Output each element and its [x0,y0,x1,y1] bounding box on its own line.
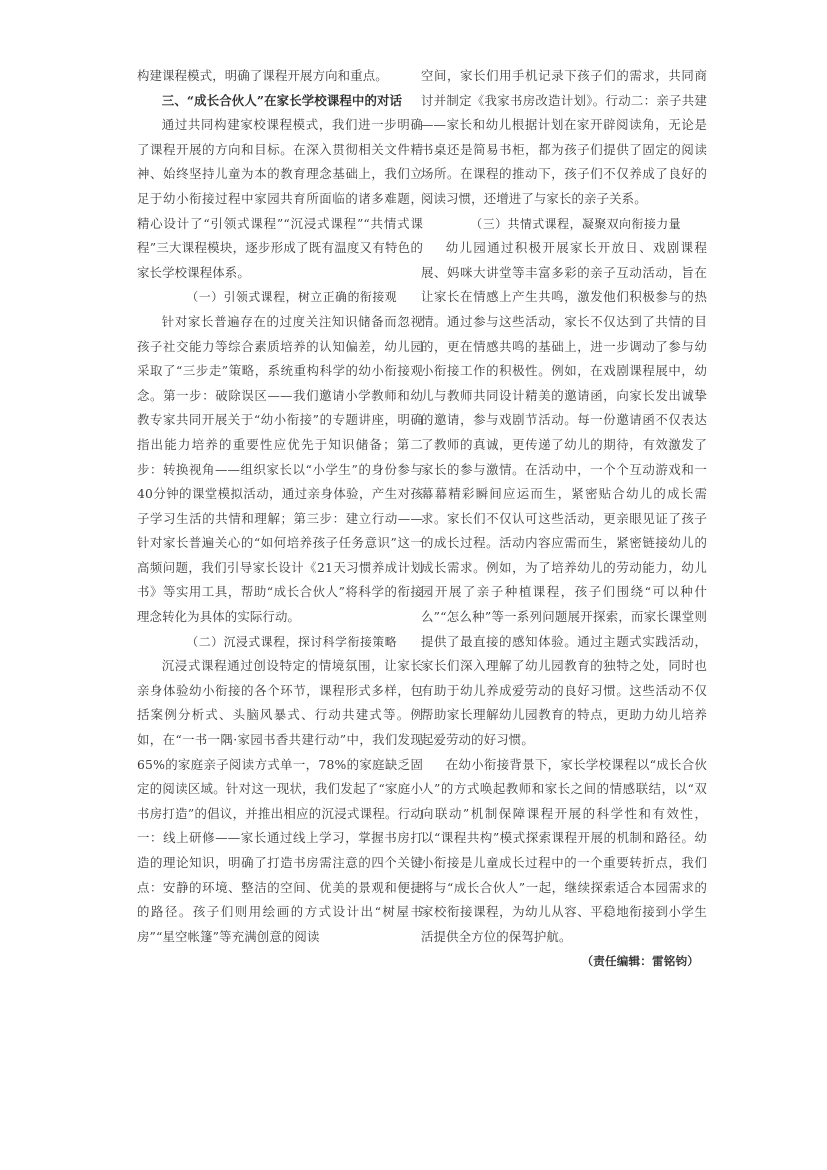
paragraph-overview: 通过共同构建家校课程模式，我们进一步明确了课程开展的方向和目标。在深入贯彻相关文件精神、始终坚持儿童为本的教育理念基础上，我们立足于幼小衔接过程中家园共育所面临的诸多难题，精心设计了“引领式课程”“沉浸式课程”“共情式课程”三大课程模块，逐步形成了既有温度又有特色的家长学校课程体系。 [137,117,423,280]
section-heading: 三、“成长合伙人”在家长学校课程中的对话 [161,92,403,108]
paragraph-immersive-continued: 空间，家长们用手机记录下孩子们的需求，共同商讨并制定《我家书房改造计划》。行动二：亲子共建——家长和幼儿根据计划在家开辟阅读角，无论是书桌还是简易书柜，都为孩子们提供了固定的阅读场所。在课程的推动下，孩子们不仅养成了良好的阅读习惯，还增进了与家长的亲子关系。 [421,68,707,206]
paragraph-empathy-course: 幼儿园通过积极开展家长开放日、戏剧课程展、妈咪大讲堂等丰富多彩的亲子互动活动，旨在让家长在情感上产生共鸣，激发他们积极参与的热情。通过参与这些活动，家长不仅达到了共情的目的，更在情感共鸣的基础上，进一步调动了参与幼小衔接工作的积极性。例如，在戏剧课程展中，幼儿与教师共同设计精美的邀请函，向家长发出诚挚的邀请，参与戏剧节活动。每一份邀请函不仅表达了教师的真诚，更传递了幼儿的期待，有效激发了家长的参与激情。在活动中，一个个互动游戏和一幕幕精彩瞬间应运而生，紧密贴合幼儿的成长需求。家长们不仅认可这些活动，更亲眼见证了孩子的成长过程。活动内容应需而生，紧密链接幼儿的成长需求。例如，为了培养幼儿的劳动能力，幼儿园开展了亲子种植课程，孩子们围绕“可以种什么”“怎么种”等一系列问题展开探索，而家长课堂则提供了最直接的感知体验。通过主题式实践活动，家长们深入理解了幼儿园教育的独特之处，同时也有助于幼儿养成爱劳动的良好习惯。这些活动不仅帮助家长理解幼儿园教育的特点，更助力幼儿培养起爱劳动的好习惯。 [421,240,707,748]
right-column [421,64,707,974]
paragraph-intro-tail: 构建课程模式，明确了课程开展方向和重点。 [137,68,388,83]
subheading-empathy-course: （三）共情式课程，凝聚双向衔接力量 [470,216,682,231]
subheading-immersive-course: （二）沉浸式课程，探讨科学衔接策略 [186,634,398,649]
subheading-guided-course: （一）引领式课程，树立正确的衔接观 [186,290,398,305]
paragraph-immersive-course: 沉浸式课程通过创设特定的情境氛围，让家长亲身体验幼小衔接的各个环节，课程形式多样，包括案例分析式、头脑风暴式、行动共建式等。例如，在“一书一隅·家园书香共建行动”中，我们发现65%的家庭亲子阅读方式单一，78%的家庭缺乏固定的阅读区域。针对这一现状，我们发起了“家庭小书房打造”的倡议，并推出相应的沉浸式课程。行动一：线上研修——家长通过线上学习，掌握书房打造的理论知识，明确了打造书房需注意的四个关键点：安静的环境、整洁的空间、优美的景观和便捷的路径。孩子们则用绘画的方式设计出“树屋书房”“星空帐篷”等充满创意的阅读 [137,658,423,944]
paragraph-conclusion: 在幼小衔接背景下，家长学校课程以“成长合伙人”的方式唤起教师和家长之间的情感联结，以“双向联动”机制保障课程开展的科学性和有效性，以“课程共构”模式探索课程开展的机制和路径。幼小衔接是儿童成长过程中的一个重要转折点，我们将与“成长合伙人”一起，继续探索适合本园需求的家校衔接课程，为幼儿从容、平稳地衔接到小学生活提供全方位的保驾护航。 [421,756,707,944]
left-column [137,64,423,949]
responsible-editor: （责任编辑：雷铭钧） [581,954,699,969]
paragraph-guided-course: 针对家长普遍存在的过度关注知识储备而忽视孩子社交能力等综合素质培养的认知偏差，幼儿园采取了“三步走”策略，系统重构科学的幼小衔接观念。第一步：破除误区——我们邀请小学教师和幼教专家共同开展关于“幼小衔接”的专题讲座，明确指出能力培养的重要性应优先于知识储备；第二步：转换视角——组织家长以“小学生”的身份参与40分钟的课堂模拟活动，通过亲身体验，产生对孩子学习生活的共情和理解；第三步：建立行动——针对家长普遍关心的“如何培养孩子任务意识”这一高频问题，我们引导家长设计《21天习惯养成计划书》等实用工具，帮助“成长合伙人”将科学的衔接理念转化为具体的实际行动。 [137,313,423,625]
